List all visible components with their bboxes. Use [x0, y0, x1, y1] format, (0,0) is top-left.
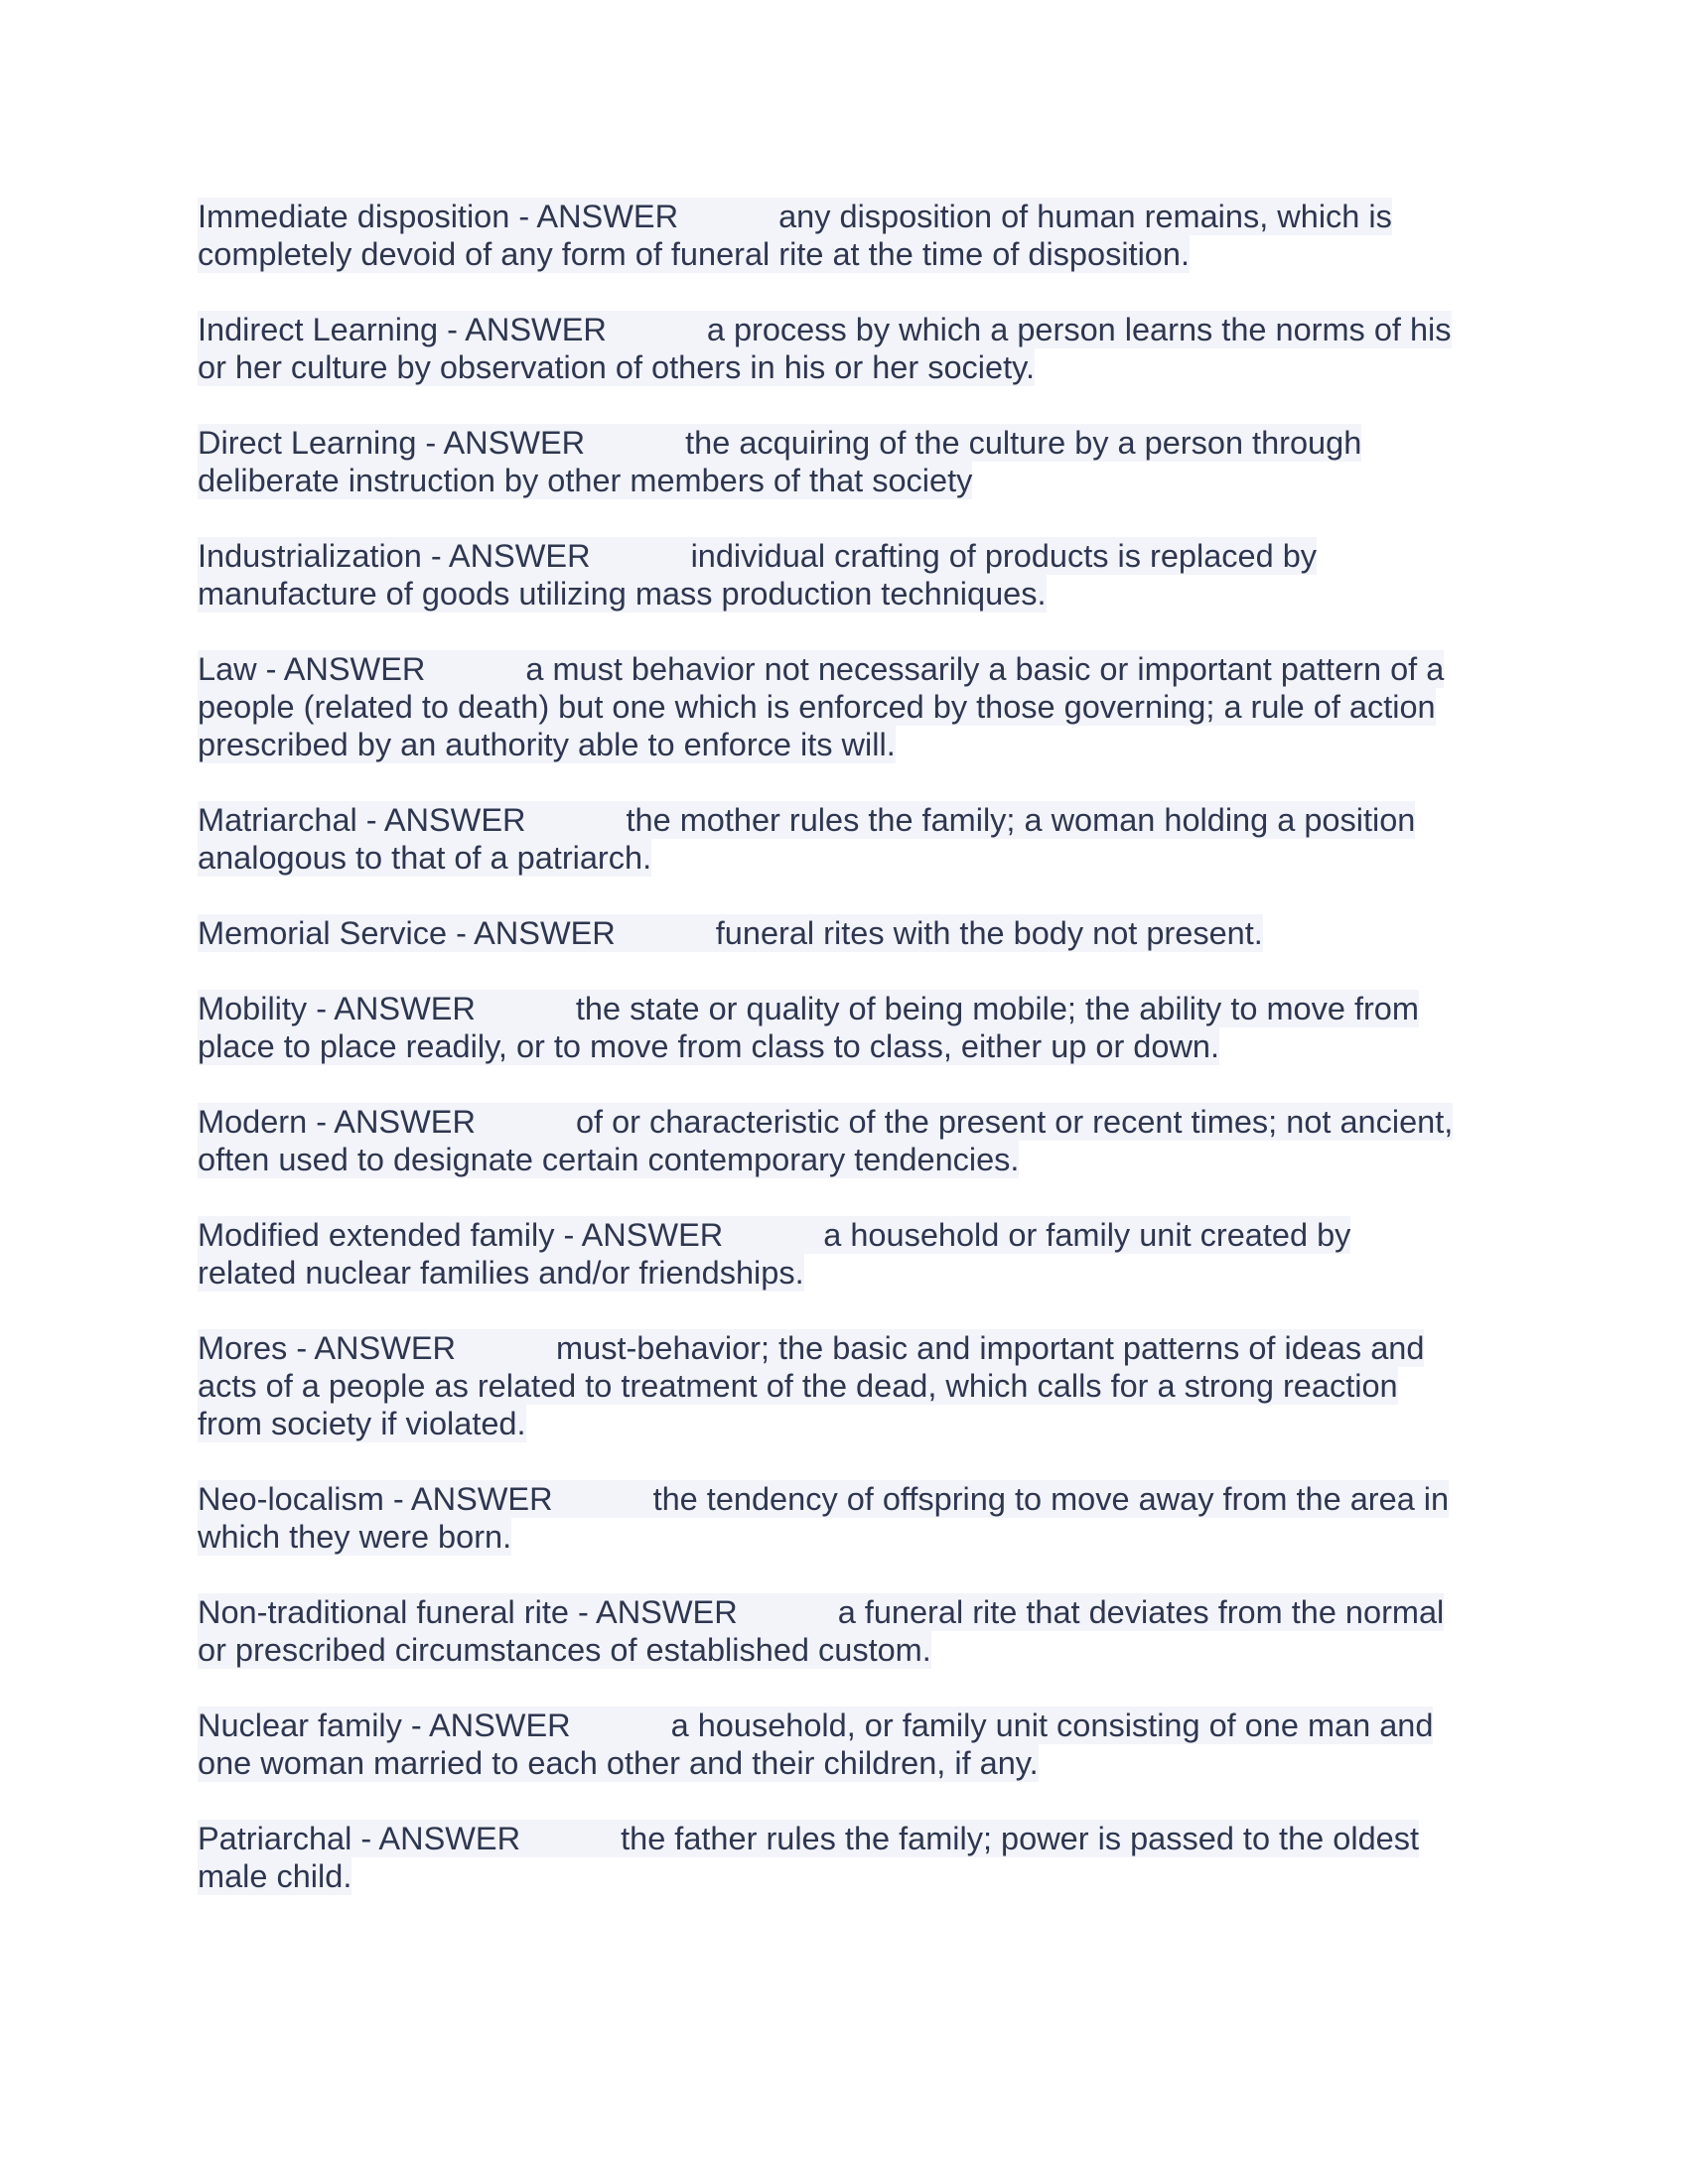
definition-line: prescribed by an authority able to enforce its will. [198, 727, 896, 762]
flashcard-entry [198, 801, 1508, 877]
entry-term: Neo-localism - ANSWER [198, 1481, 553, 1517]
entry-term: Law - ANSWER [198, 651, 426, 687]
flashcard-entry [198, 990, 1508, 1065]
entry-definition-continued [198, 1405, 1508, 1442]
flashcard-entry [198, 1593, 1508, 1669]
entry-definition-continued [198, 1141, 1508, 1178]
flashcard-entry [198, 424, 1508, 499]
flashcard-entry [198, 1820, 1508, 1895]
entry-first-line [198, 1329, 1508, 1367]
entry-first-line [198, 537, 1508, 575]
entry-term: Patriarchal - ANSWER [198, 1821, 521, 1856]
entry-definition: any disposition of human remains, which is [778, 199, 1392, 234]
entry-definition: funeral rites with the body not present. [715, 915, 1263, 951]
entry-definition-continued [198, 1367, 1508, 1405]
entry-term: Mobility - ANSWER [198, 991, 476, 1026]
entry-term: Matriarchal - ANSWER [198, 802, 526, 838]
entry-definition-continued [198, 1518, 1508, 1556]
entry-first-line [198, 801, 1508, 839]
entry-term: Non-traditional funeral rite - ANSWER [198, 1594, 738, 1630]
entry-definition: a household, or family unit consisting of one man and [670, 1707, 1434, 1743]
entry-definition-continued [198, 1857, 1508, 1895]
entry-first-line [198, 1216, 1508, 1254]
definition-line: place to place readily, or to move from class to class, either up or down. [198, 1028, 1220, 1064]
definition-line: male child. [198, 1858, 352, 1894]
definition-line: acts of a people as related to treatment of the dead, which calls for a strong reaction [198, 1368, 1398, 1404]
flashcard-entry [198, 1216, 1508, 1292]
entry-definition: a funeral rite that deviates from the normal [837, 1594, 1445, 1630]
entry-term: Industrialization - ANSWER [198, 538, 591, 574]
flashcard-entry [198, 1706, 1508, 1782]
entry-definition-continued [198, 462, 1508, 499]
flashcard-entry [198, 1103, 1508, 1178]
entry-term: Direct Learning - ANSWER [198, 425, 586, 461]
entry-definition: a process by which a person learns the norms of his [706, 312, 1452, 347]
definition-line: deliberate instruction by other members of that society [198, 463, 973, 498]
entry-term: Indirect Learning - ANSWER [198, 312, 607, 347]
entry-definition: a must behavior not necessarily a basic or important pattern of a [525, 651, 1445, 687]
definition-line: from society if violated. [198, 1406, 526, 1441]
entry-first-line [198, 198, 1508, 235]
entry-first-line [198, 1593, 1508, 1631]
entry-definition-continued [198, 1027, 1508, 1065]
entry-definition-continued [198, 688, 1508, 726]
entry-term: Memorial Service - ANSWER [198, 915, 616, 951]
definition-line: people (related to death) but one which is enforced by those governing; a rule of action [198, 689, 1436, 725]
entry-definition-continued [198, 348, 1508, 386]
entry-definition: individual crafting of products is replaced by [690, 538, 1318, 574]
definition-line: manufacture of goods utilizing mass production techniques. [198, 576, 1047, 612]
entry-definition-continued [198, 726, 1508, 763]
entry-definition: the acquiring of the culture by a person through [685, 425, 1362, 461]
definition-line: or her culture by observation of others in his or her society. [198, 349, 1036, 385]
entry-term: Mores - ANSWER [198, 1330, 457, 1366]
document-body [198, 198, 1508, 1933]
definition-line: one woman married to each other and their children, if any. [198, 1745, 1039, 1781]
entry-first-line [198, 914, 1508, 952]
entry-definition: of or characteristic of the present or recent times; not ancient, [575, 1104, 1454, 1140]
entry-definition-continued [198, 1631, 1508, 1669]
entry-first-line [198, 650, 1508, 688]
flashcard-entry [198, 1480, 1508, 1556]
entry-definition-continued [198, 839, 1508, 877]
entry-first-line [198, 311, 1508, 348]
entry-definition: the tendency of offspring to move away from the area in [652, 1481, 1450, 1517]
flashcard-entry [198, 198, 1508, 273]
entry-definition: must-behavior; the basic and important patterns of ideas and [556, 1330, 1425, 1366]
definition-line: related nuclear families and/or friendships. [198, 1255, 804, 1291]
flashcard-entry [198, 311, 1508, 386]
entry-definition-continued [198, 1254, 1508, 1292]
entry-term: Modified extended family - ANSWER [198, 1217, 724, 1253]
flashcard-entry [198, 537, 1508, 613]
entry-first-line [198, 424, 1508, 462]
definition-line: completely devoid of any form of funeral rite at the time of disposition. [198, 236, 1190, 272]
entry-definition: the father rules the family; power is passed to the oldest [621, 1821, 1419, 1856]
entry-first-line [198, 1706, 1508, 1744]
entry-first-line [198, 990, 1508, 1027]
definition-line: or prescribed circumstances of established custom. [198, 1632, 931, 1668]
definition-line: analogous to that of a patriarch. [198, 840, 652, 876]
flashcard-entry [198, 650, 1508, 763]
entry-definition-continued [198, 235, 1508, 273]
entry-first-line [198, 1480, 1508, 1518]
entry-definition: the state or quality of being mobile; the ability to move from [575, 991, 1419, 1026]
entry-term: Nuclear family - ANSWER [198, 1707, 571, 1743]
definition-line: often used to designate certain contemporary tendencies. [198, 1142, 1020, 1177]
entry-term: Modern - ANSWER [198, 1104, 476, 1140]
entry-definition: the mother rules the family; a woman holding a position [626, 802, 1416, 838]
entry-definition-continued [198, 1744, 1508, 1782]
entry-first-line [198, 1820, 1508, 1857]
entry-definition-continued [198, 575, 1508, 613]
flashcard-entry [198, 1329, 1508, 1442]
definition-line: which they were born. [198, 1519, 512, 1555]
entry-term: Immediate disposition - ANSWER [198, 199, 679, 234]
entry-first-line [198, 1103, 1508, 1141]
flashcard-entry [198, 914, 1508, 952]
entry-definition: a household or family unit created by [823, 1217, 1351, 1253]
